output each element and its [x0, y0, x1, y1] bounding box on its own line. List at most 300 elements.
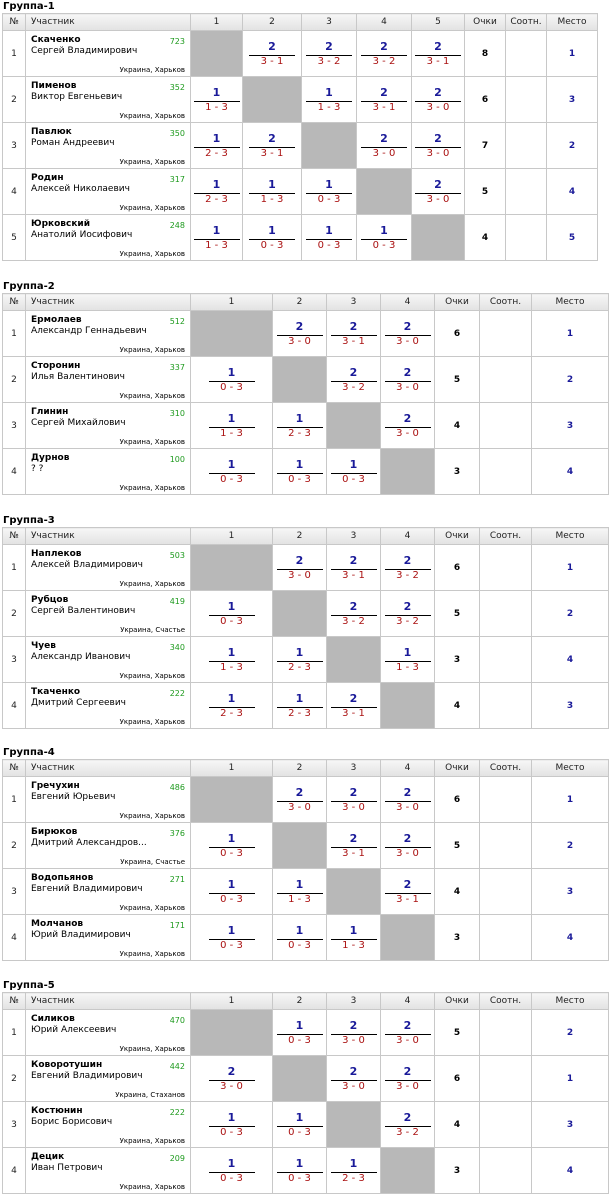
- participant-cell: [26, 449, 191, 495]
- match-score: 1: [212, 178, 221, 191]
- match-score: 1: [268, 178, 276, 191]
- points-cell: 7: [465, 123, 506, 169]
- match-result-cell[interactable]: [327, 777, 381, 823]
- participant-cell: [26, 31, 191, 77]
- match-result-cell[interactable]: [191, 403, 273, 449]
- match-result-cell[interactable]: [327, 1148, 381, 1194]
- match-sets: 3 - 0: [396, 802, 419, 813]
- match-result-cell[interactable]: [273, 637, 327, 683]
- ratio-cell: [480, 777, 532, 823]
- match-result-cell[interactable]: [327, 449, 381, 495]
- col-header-opponent[interactable]: 1: [191, 528, 273, 545]
- col-header-opponent[interactable]: 2: [273, 993, 327, 1010]
- player-fullname: Сергей Валентинович: [31, 606, 136, 616]
- match-score: 2: [295, 320, 304, 333]
- match-score: 1: [212, 224, 221, 237]
- match-result-cell[interactable]: [191, 1148, 273, 1194]
- ratio-cell: [506, 215, 547, 261]
- row-number: 3: [3, 1102, 26, 1148]
- match-sets: 3 - 0: [288, 802, 311, 813]
- match-score: 1: [295, 458, 304, 471]
- match-result-cell[interactable]: [273, 1010, 327, 1056]
- match-score: 2: [403, 1019, 412, 1032]
- match-sets: 2 - 3: [288, 428, 311, 439]
- player-location: Украина, Харьков: [119, 1137, 185, 1145]
- col-header-points[interactable]: Очки: [435, 993, 480, 1010]
- col-header-points[interactable]: Очки: [435, 760, 480, 777]
- match-sets: 1 - 3: [220, 428, 243, 439]
- match-sets: 1 - 3: [220, 662, 243, 673]
- match-result-cell[interactable]: [381, 777, 435, 823]
- player-surname[interactable]: Гречухин: [31, 781, 80, 791]
- match-score: 1: [295, 1157, 304, 1170]
- row-number: 3: [3, 123, 26, 169]
- col-header-participant[interactable]: Участник: [26, 528, 191, 545]
- ratio-cell: [480, 1148, 532, 1194]
- match-result-cell[interactable]: [191, 823, 273, 869]
- player-fullname: Евгений Владимирович: [31, 884, 143, 894]
- col-header-opponent[interactable]: 2: [273, 760, 327, 777]
- col-header-ratio[interactable]: Соотн.: [480, 294, 532, 311]
- match-score: 2: [268, 40, 276, 53]
- col-header-place[interactable]: Место: [532, 528, 609, 545]
- match-score: 1: [227, 832, 236, 845]
- col-header-num[interactable]: №: [3, 993, 26, 1010]
- ratio-cell: [480, 1102, 532, 1148]
- match-result-cell[interactable]: [273, 449, 327, 495]
- ratio-cell: [480, 1010, 532, 1056]
- match-result-cell[interactable]: [273, 403, 327, 449]
- player-surname[interactable]: Наплеков: [31, 549, 82, 559]
- points-cell: 5: [435, 357, 480, 403]
- match-sets: 0 - 3: [220, 382, 243, 393]
- match-result-cell[interactable]: [273, 545, 327, 591]
- match-result-cell[interactable]: [381, 823, 435, 869]
- player-fullname: Иван Петрович: [31, 1163, 103, 1173]
- match-score: 2: [434, 86, 442, 99]
- player-surname[interactable]: Ермолаев: [31, 315, 82, 325]
- col-header-place[interactable]: Место: [532, 760, 609, 777]
- player-row: [3, 31, 598, 77]
- points-cell: 4: [465, 215, 506, 261]
- player-row: [3, 823, 609, 869]
- match-result-cell[interactable]: [302, 31, 357, 77]
- col-header-participant[interactable]: Участник: [26, 993, 191, 1010]
- player-surname[interactable]: Пименов: [31, 81, 77, 91]
- match-result-cell[interactable]: [412, 77, 465, 123]
- match-sets: 3 - 0: [426, 102, 450, 113]
- match-sets: 3 - 2: [396, 570, 419, 581]
- player-rating: 723: [169, 37, 185, 46]
- match-result-cell[interactable]: [412, 31, 465, 77]
- match-sets: 3 - 2: [372, 56, 396, 67]
- match-sets: 3 - 2: [396, 616, 419, 627]
- match-sets: 3 - 0: [426, 194, 450, 205]
- match-score: 1: [380, 224, 388, 237]
- col-header-place[interactable]: Место: [532, 294, 609, 311]
- player-surname[interactable]: Скаченко: [31, 35, 81, 45]
- row-number: 1: [3, 545, 26, 591]
- player-rating: 209: [169, 1154, 185, 1163]
- row-number: 2: [3, 1056, 26, 1102]
- player-fullname: Дмитрий Александров...: [31, 838, 147, 848]
- match-result-cell[interactable]: [191, 77, 243, 123]
- player-surname[interactable]: Рубцов: [31, 595, 69, 605]
- match-result-cell[interactable]: [357, 77, 412, 123]
- participant-cell: [26, 77, 191, 123]
- player-rating: 171: [169, 921, 185, 930]
- col-header-opponent[interactable]: 3: [327, 760, 381, 777]
- match-result-cell[interactable]: [412, 169, 465, 215]
- match-result-cell[interactable]: [327, 915, 381, 961]
- match-result-cell[interactable]: [273, 683, 327, 729]
- player-row: [3, 403, 609, 449]
- match-sets: 0 - 3: [220, 474, 243, 485]
- match-result-cell[interactable]: [357, 215, 412, 261]
- place-cell: 2: [532, 357, 609, 403]
- player-surname[interactable]: Бирюков: [31, 827, 78, 837]
- match-sets: 3 - 0: [396, 336, 419, 347]
- player-rating: 337: [169, 363, 185, 372]
- match-score: 2: [268, 132, 276, 145]
- self-match-cell: [381, 449, 435, 495]
- match-result-cell[interactable]: [191, 637, 273, 683]
- col-header-place[interactable]: Место: [547, 14, 598, 31]
- self-match-cell: [191, 777, 273, 823]
- match-result-cell[interactable]: [327, 683, 381, 729]
- match-result-cell[interactable]: [302, 77, 357, 123]
- player-row: [3, 869, 609, 915]
- match-result-cell[interactable]: [273, 777, 327, 823]
- participant-cell: [26, 403, 191, 449]
- match-result-cell[interactable]: [302, 215, 357, 261]
- col-header-place[interactable]: Место: [532, 993, 609, 1010]
- place-cell: 4: [532, 637, 609, 683]
- match-result-cell[interactable]: [381, 869, 435, 915]
- participant-cell: [26, 357, 191, 403]
- player-rating: 100: [169, 455, 185, 464]
- points-cell: 6: [465, 77, 506, 123]
- row-number: 3: [3, 637, 26, 683]
- player-surname[interactable]: Молчанов: [31, 919, 84, 929]
- col-header-participant[interactable]: Участник: [26, 760, 191, 777]
- match-result-cell[interactable]: [191, 357, 273, 403]
- col-header-ratio[interactable]: Соотн.: [480, 528, 532, 545]
- match-score: 2: [349, 366, 358, 379]
- col-header-opponent[interactable]: 2: [273, 528, 327, 545]
- match-result-cell[interactable]: [357, 123, 412, 169]
- col-header-opponent[interactable]: 4: [381, 528, 435, 545]
- match-result-cell[interactable]: [381, 545, 435, 591]
- match-result-cell[interactable]: [273, 1148, 327, 1194]
- col-header-ratio[interactable]: Соотн.: [506, 14, 547, 31]
- match-sets: 3 - 0: [396, 382, 419, 393]
- col-header-opponent[interactable]: 4: [381, 760, 435, 777]
- match-sets: 1 - 3: [342, 940, 365, 951]
- match-score: 2: [380, 86, 388, 99]
- match-sets: 0 - 3: [260, 240, 284, 251]
- match-result-cell[interactable]: [191, 169, 243, 215]
- match-sets: 3 - 0: [396, 1081, 419, 1092]
- match-result-cell[interactable]: [273, 311, 327, 357]
- group-table: [2, 527, 609, 729]
- col-header-points[interactable]: Очки: [465, 14, 506, 31]
- match-sets: 0 - 3: [288, 474, 311, 485]
- col-header-participant[interactable]: Участник: [26, 14, 191, 31]
- row-number: 4: [3, 449, 26, 495]
- match-result-cell[interactable]: [381, 591, 435, 637]
- player-location: Украина, Харьков: [119, 580, 185, 588]
- col-header-opponent[interactable]: 2: [273, 294, 327, 311]
- match-result-cell[interactable]: [357, 31, 412, 77]
- match-result-cell[interactable]: [191, 123, 243, 169]
- header-row: [3, 294, 609, 311]
- player-location: Украина, Счастье: [120, 858, 185, 866]
- col-header-opponent[interactable]: 1: [191, 760, 273, 777]
- player-location: Украина, Харьков: [119, 204, 185, 212]
- self-match-cell: [191, 545, 273, 591]
- place-cell: 2: [532, 591, 609, 637]
- participant-cell: [26, 637, 191, 683]
- player-location: Украина, Харьков: [119, 66, 185, 74]
- match-score: 2: [380, 40, 388, 53]
- player-row: [3, 1010, 609, 1056]
- player-location: Украина, Харьков: [119, 112, 185, 120]
- match-score: 2: [295, 786, 304, 799]
- player-surname[interactable]: Ткаченко: [31, 687, 81, 697]
- col-header-num[interactable]: №: [3, 294, 26, 311]
- player-surname[interactable]: Дурнов: [31, 453, 70, 463]
- match-sets: 1 - 3: [288, 894, 311, 905]
- match-sets: 2 - 3: [205, 148, 228, 159]
- col-header-opponent[interactable]: 5: [412, 14, 465, 31]
- col-header-opponent[interactable]: 4: [381, 294, 435, 311]
- match-result-cell[interactable]: [412, 123, 465, 169]
- match-sets: 3 - 1: [426, 56, 450, 67]
- match-result-cell[interactable]: [191, 869, 273, 915]
- place-cell: 4: [532, 449, 609, 495]
- ratio-cell: [480, 591, 532, 637]
- player-surname[interactable]: Костюнин: [31, 1106, 83, 1116]
- player-row: [3, 311, 609, 357]
- col-header-points[interactable]: Очки: [435, 528, 480, 545]
- player-location: Украина, Харьков: [119, 438, 185, 446]
- ratio-cell: [480, 449, 532, 495]
- player-row: [3, 1148, 609, 1194]
- match-score: 1: [295, 692, 304, 705]
- match-result-cell[interactable]: [191, 215, 243, 261]
- player-rating: 222: [169, 689, 185, 698]
- player-surname[interactable]: Децик: [31, 1152, 65, 1162]
- col-header-opponent[interactable]: 1: [191, 14, 243, 31]
- player-rating: 486: [169, 783, 185, 792]
- col-header-num[interactable]: №: [3, 14, 26, 31]
- col-header-opponent[interactable]: 3: [327, 528, 381, 545]
- self-match-cell: [273, 1056, 327, 1102]
- match-sets: 0 - 3: [372, 240, 396, 251]
- col-header-ratio[interactable]: Соотн.: [480, 760, 532, 777]
- col-header-participant[interactable]: Участник: [26, 294, 191, 311]
- player-surname[interactable]: Водопьянов: [31, 873, 94, 883]
- col-header-opponent[interactable]: 2: [243, 14, 302, 31]
- match-result-cell[interactable]: [191, 915, 273, 961]
- match-sets: 2 - 3: [342, 1173, 365, 1184]
- col-header-opponent[interactable]: 4: [357, 14, 412, 31]
- col-header-opponent[interactable]: 1: [191, 993, 273, 1010]
- player-surname[interactable]: Глинин: [31, 407, 69, 417]
- self-match-cell: [381, 683, 435, 729]
- player-row: [3, 449, 609, 495]
- match-result-cell[interactable]: [243, 31, 302, 77]
- match-score: 1: [295, 646, 304, 659]
- participant-cell: [26, 683, 191, 729]
- match-result-cell[interactable]: [273, 1102, 327, 1148]
- self-match-cell: [191, 1010, 273, 1056]
- match-result-cell[interactable]: [327, 311, 381, 357]
- player-surname[interactable]: Родин: [31, 173, 64, 183]
- match-result-cell[interactable]: [327, 1056, 381, 1102]
- participant-cell: [26, 869, 191, 915]
- points-cell: 4: [435, 403, 480, 449]
- match-result-cell[interactable]: [381, 357, 435, 403]
- header-row: [3, 14, 598, 31]
- group-table: [2, 293, 609, 495]
- match-result-cell[interactable]: [381, 1102, 435, 1148]
- match-result-cell[interactable]: [327, 357, 381, 403]
- match-score: 1: [212, 132, 221, 145]
- row-number: 2: [3, 357, 26, 403]
- player-surname[interactable]: Сторонин: [31, 361, 81, 371]
- points-cell: 3: [435, 637, 480, 683]
- match-result-cell[interactable]: [273, 869, 327, 915]
- match-result-cell[interactable]: [273, 915, 327, 961]
- match-score: 2: [349, 600, 358, 613]
- player-surname[interactable]: Чуев: [31, 641, 56, 651]
- player-row: [3, 1056, 609, 1102]
- col-header-opponent[interactable]: 1: [191, 294, 273, 311]
- match-result-cell[interactable]: [327, 823, 381, 869]
- player-fullname: Сергей Владимирович: [31, 46, 138, 56]
- participant-cell: [26, 169, 191, 215]
- ratio-cell: [480, 915, 532, 961]
- match-sets: 0 - 3: [288, 1173, 311, 1184]
- match-score: 1: [227, 366, 236, 379]
- col-header-opponent[interactable]: 3: [327, 294, 381, 311]
- match-score: 2: [349, 786, 358, 799]
- col-header-num[interactable]: №: [3, 760, 26, 777]
- match-score: 1: [403, 646, 412, 659]
- match-result-cell[interactable]: [243, 123, 302, 169]
- match-result-cell[interactable]: [191, 449, 273, 495]
- match-result-cell[interactable]: [327, 545, 381, 591]
- match-score: 1: [227, 1157, 236, 1170]
- match-score: 2: [403, 412, 412, 425]
- match-result-cell[interactable]: [381, 1056, 435, 1102]
- match-sets: 0 - 3: [220, 1127, 243, 1138]
- points-cell: 4: [435, 869, 480, 915]
- player-fullname: Евгений Владимирович: [31, 1071, 143, 1081]
- self-match-cell: [412, 215, 465, 261]
- player-rating: 419: [169, 597, 185, 606]
- col-header-num[interactable]: №: [3, 528, 26, 545]
- match-result-cell[interactable]: [381, 311, 435, 357]
- match-result-cell[interactable]: [327, 591, 381, 637]
- self-match-cell: [357, 169, 412, 215]
- ratio-cell: [506, 31, 547, 77]
- ratio-cell: [480, 823, 532, 869]
- participant-cell: [26, 311, 191, 357]
- player-surname[interactable]: Юрковский: [31, 219, 91, 229]
- participant-cell: [26, 1010, 191, 1056]
- header-row: [3, 993, 609, 1010]
- match-result-cell[interactable]: [243, 169, 302, 215]
- place-cell: 4: [532, 915, 609, 961]
- player-row: [3, 357, 609, 403]
- match-result-cell[interactable]: [302, 169, 357, 215]
- match-result-cell[interactable]: [191, 1102, 273, 1148]
- player-surname[interactable]: Павлюк: [31, 127, 72, 137]
- player-surname[interactable]: Силиков: [31, 1014, 75, 1024]
- match-sets: 0 - 3: [317, 240, 341, 251]
- match-score: 1: [227, 692, 236, 705]
- points-cell: 6: [435, 1056, 480, 1102]
- ratio-cell: [480, 869, 532, 915]
- player-surname[interactable]: Коворотушин: [31, 1060, 103, 1070]
- match-score: 2: [349, 320, 358, 333]
- self-match-cell: [243, 77, 302, 123]
- match-result-cell[interactable]: [327, 1010, 381, 1056]
- match-result-cell[interactable]: [243, 215, 302, 261]
- match-sets: 1 - 3: [205, 240, 228, 251]
- match-score: 1: [268, 224, 276, 237]
- row-number: 1: [3, 31, 26, 77]
- player-rating: 470: [169, 1016, 185, 1025]
- ratio-cell: [480, 545, 532, 591]
- player-rating: 222: [169, 1108, 185, 1117]
- match-score: 2: [349, 554, 358, 567]
- col-header-ratio[interactable]: Соотн.: [480, 993, 532, 1010]
- row-number: 1: [3, 311, 26, 357]
- match-result-cell[interactable]: [191, 1056, 273, 1102]
- match-sets: 3 - 1: [342, 848, 365, 859]
- group-title: Группа-4: [3, 747, 55, 758]
- player-fullname: Анатолий Иосифович: [31, 230, 133, 240]
- match-result-cell[interactable]: [381, 1010, 435, 1056]
- group-title: Группа-2: [3, 281, 55, 292]
- points-cell: 5: [435, 591, 480, 637]
- match-result-cell[interactable]: [381, 637, 435, 683]
- match-sets: 3 - 2: [317, 56, 341, 67]
- match-score: 2: [403, 1065, 412, 1078]
- match-result-cell[interactable]: [191, 591, 273, 637]
- participant-cell: [26, 545, 191, 591]
- row-number: 3: [3, 869, 26, 915]
- match-score: 2: [403, 832, 412, 845]
- player-location: Украина, Харьков: [119, 950, 185, 958]
- match-result-cell[interactable]: [191, 683, 273, 729]
- player-row: [3, 591, 609, 637]
- match-sets: 3 - 0: [342, 802, 365, 813]
- ratio-cell: [480, 1056, 532, 1102]
- match-sets: 0 - 3: [288, 1127, 311, 1138]
- player-row: [3, 77, 598, 123]
- col-header-opponent[interactable]: 4: [381, 993, 435, 1010]
- col-header-points[interactable]: Очки: [435, 294, 480, 311]
- match-sets: 3 - 1: [396, 894, 419, 905]
- col-header-opponent[interactable]: 3: [302, 14, 357, 31]
- col-header-opponent[interactable]: 3: [327, 993, 381, 1010]
- match-result-cell[interactable]: [381, 403, 435, 449]
